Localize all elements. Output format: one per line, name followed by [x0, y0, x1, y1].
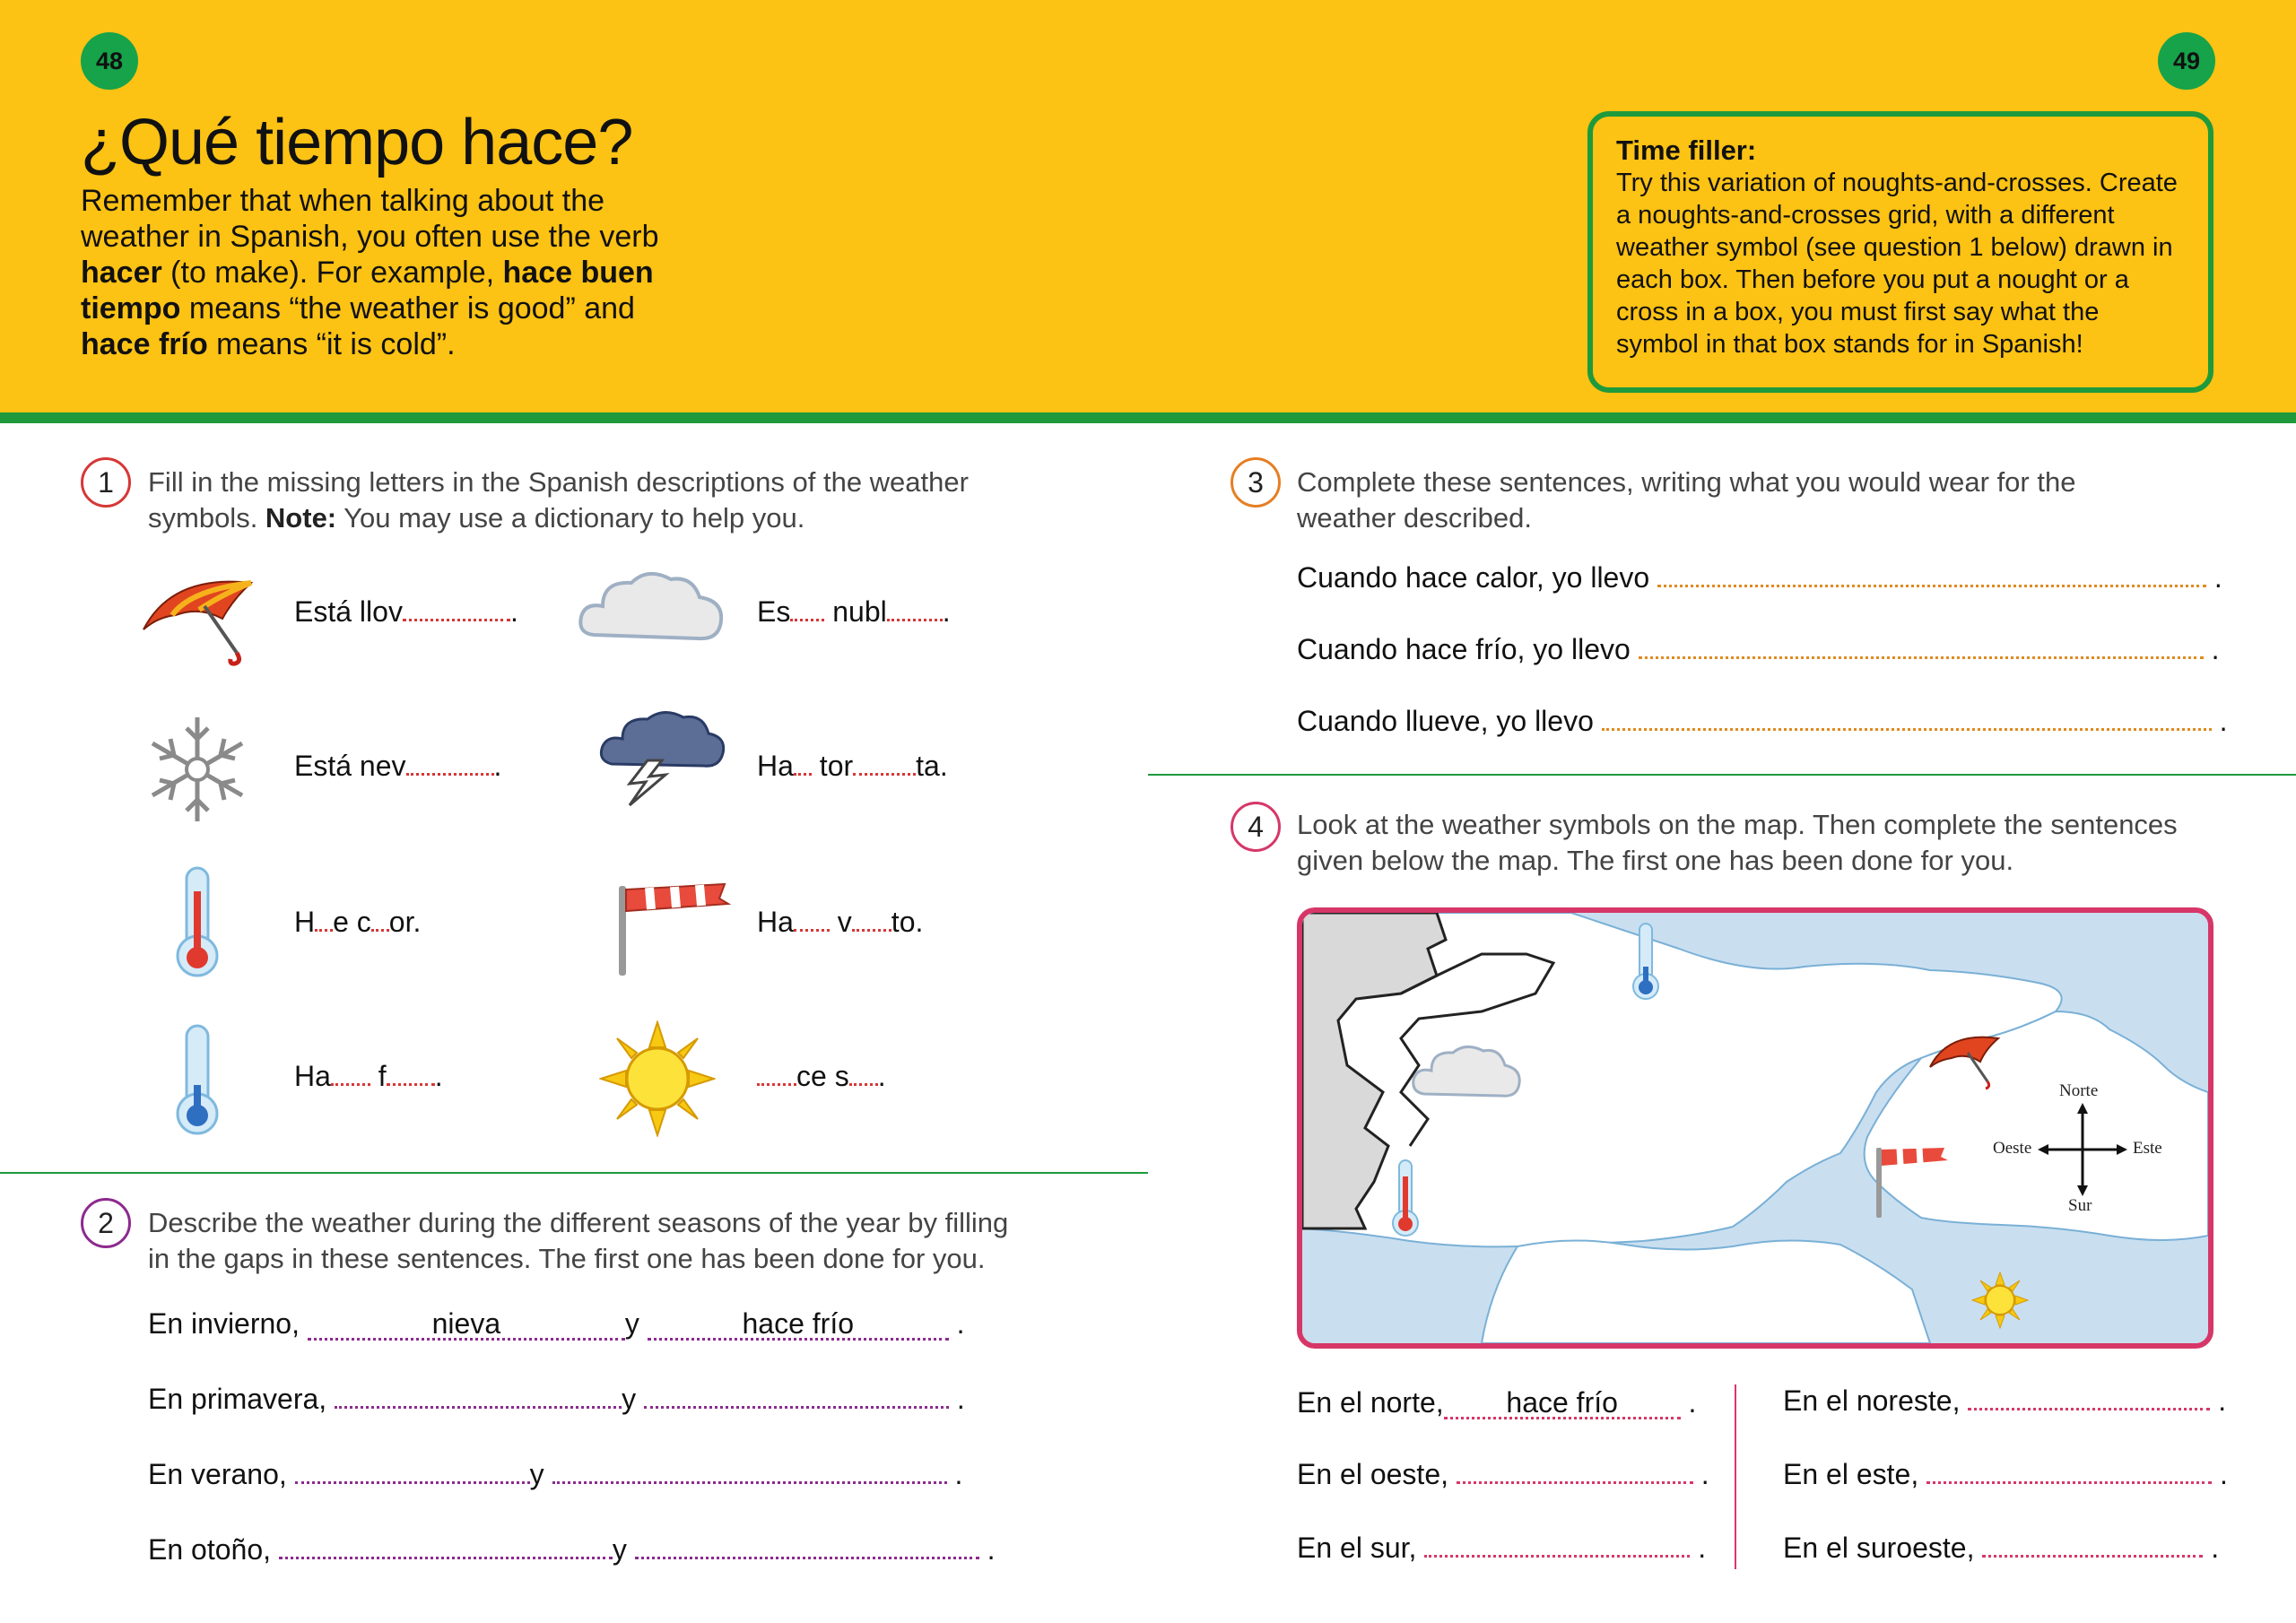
map-sun-icon	[1971, 1271, 2029, 1329]
page-number-left: 48	[81, 32, 138, 90]
snowflake-icon	[140, 712, 255, 827]
answer-field[interactable]	[1424, 1555, 1690, 1558]
compass-south: Sur	[2068, 1196, 2092, 1215]
q1-item-hot: H e c or.	[294, 906, 422, 938]
header-band	[0, 0, 2296, 423]
answer-field[interactable]: nieva	[308, 1309, 625, 1341]
q4-row-east: En el este, .	[1783, 1458, 2228, 1490]
blank[interactable]	[403, 614, 510, 621]
umbrella-icon	[136, 563, 271, 667]
divider-q3-q4	[1148, 774, 2296, 776]
answer-field[interactable]	[644, 1406, 949, 1409]
answer-field[interactable]	[335, 1406, 622, 1409]
answer-field[interactable]	[552, 1481, 947, 1484]
storm-icon	[596, 705, 730, 807]
answer-field[interactable]	[1602, 728, 2212, 731]
blank[interactable]	[331, 1079, 370, 1086]
cloud-icon	[576, 563, 728, 649]
question-number-1: 1	[81, 457, 131, 508]
q2-row-winter: En invierno, nieva y hace frío .	[148, 1307, 965, 1340]
intro-text: Remember that when talking about the weather in Spanish, you often use the verb hacer (to make). For example, hace buen tiempo means “the weather is good” and hace frío means “it is cold”.	[81, 184, 659, 361]
q2-row-summer: En verano, y .	[148, 1458, 963, 1490]
q1-item-sunny: ce s .	[757, 1060, 886, 1093]
answer-field[interactable]	[279, 1557, 613, 1559]
weather-map	[1297, 907, 2213, 1349]
answers-divider	[1735, 1384, 1736, 1569]
question-1-text: Fill in the missing letters in the Spanish descriptions of the weather symbols. Note: You may use a dictionary to help you.	[148, 466, 969, 534]
blank[interactable]	[852, 924, 891, 932]
compass-north: Norte	[2059, 1081, 2099, 1100]
thermometer-cold-icon	[169, 1022, 226, 1139]
q3-row-cold: Cuando hace frío, yo llevo .	[1297, 633, 2220, 665]
q4-row-southwest: En el suroeste, .	[1783, 1532, 2220, 1564]
question-number-2: 2	[81, 1198, 131, 1248]
question-3-text: Complete these sentences, writing what you would wear for the weather described.	[1297, 466, 2076, 534]
blank[interactable]	[790, 614, 824, 621]
answer-field[interactable]	[635, 1557, 979, 1559]
q1-item-rain: Está llov .	[294, 595, 518, 628]
q1-item-cold: Ha f .	[294, 1060, 443, 1092]
compass-east: Este	[2133, 1139, 2162, 1158]
blank[interactable]	[853, 768, 916, 776]
map-thermometer-west-icon	[1388, 1159, 1422, 1243]
blank[interactable]	[387, 1079, 435, 1086]
q4-row-south: En el sur, .	[1297, 1532, 1707, 1564]
answer-field[interactable]	[1968, 1408, 2210, 1410]
question-number-4: 4	[1231, 802, 1281, 852]
sun-icon	[599, 1020, 716, 1137]
answer-field[interactable]	[1457, 1481, 1693, 1484]
q4-row-north: En el norte, hace frío .	[1297, 1386, 1697, 1419]
page-title: ¿Qué tiempo hace?	[81, 107, 633, 178]
page-number-right: 49	[2158, 32, 2215, 90]
blank[interactable]	[887, 614, 943, 621]
q2-row-autumn: En otoño, y .	[148, 1533, 996, 1566]
map-thermometer-north-icon	[1629, 922, 1663, 1006]
answer-field[interactable]: hace frío	[1444, 1388, 1681, 1419]
blank[interactable]	[371, 924, 389, 932]
thermometer-hot-icon	[169, 864, 226, 981]
map-cloud-icon	[1410, 1038, 1525, 1103]
answer-field[interactable]	[1639, 656, 2204, 659]
blank[interactable]	[849, 1079, 878, 1086]
blank[interactable]	[794, 924, 830, 932]
windsock-icon	[613, 872, 735, 977]
q1-item-cloudy: Es nubl .	[757, 595, 951, 628]
q1-item-windy: Ha v to.	[757, 906, 924, 938]
blank[interactable]	[406, 768, 494, 776]
q2-row-spring: En primavera, y .	[148, 1383, 965, 1415]
q1-item-snow: Está nev .	[294, 750, 502, 782]
time-filler-title: Time filler:	[1616, 135, 1757, 166]
q4-row-west: En el oeste, .	[1297, 1458, 1709, 1490]
blank[interactable]	[794, 768, 812, 776]
answer-field[interactable]: hace frío	[648, 1309, 949, 1341]
q3-row-rain: Cuando llueve, yo llevo .	[1297, 705, 2228, 737]
divider-q1-q2	[0, 1172, 1148, 1174]
time-filler-box	[1587, 111, 2213, 393]
q3-row-hot: Cuando hace calor, yo llevo .	[1297, 561, 2222, 594]
map-windsock-icon	[1873, 1139, 1953, 1219]
compass-west: Oeste	[1993, 1139, 2032, 1158]
blank[interactable]	[757, 1079, 796, 1086]
question-number-3: 3	[1231, 457, 1281, 508]
compass-arrows-icon	[2038, 1103, 2127, 1196]
question-2-text: Describe the weather during the different seasons of the year by filling in the gaps in these sentences. The first one has been done for you.	[148, 1207, 1009, 1274]
question-4-text: Look at the weather symbols on the map. Then complete the sentences given below the map. The first one has been done for you.	[1297, 809, 2178, 876]
q1-item-storm: Ha tor ta.	[757, 750, 948, 782]
time-filler-text: Try this variation of noughts-and-crosses. Create a noughts-and-crosses grid, with a different weather symbol (see question 1 below) drawn in each box. Then before you put a nought or a cross in a box, you must first say what the symbol in that box stands for in Spanish!	[1616, 169, 2178, 359]
q4-row-northeast: En el noreste, .	[1783, 1384, 2227, 1417]
blank[interactable]	[315, 924, 333, 932]
answer-field[interactable]	[1982, 1555, 2203, 1558]
answer-field[interactable]	[1926, 1481, 2212, 1484]
answer-field[interactable]	[295, 1481, 530, 1484]
compass	[1993, 1081, 2172, 1216]
answer-field[interactable]	[1657, 585, 2206, 587]
